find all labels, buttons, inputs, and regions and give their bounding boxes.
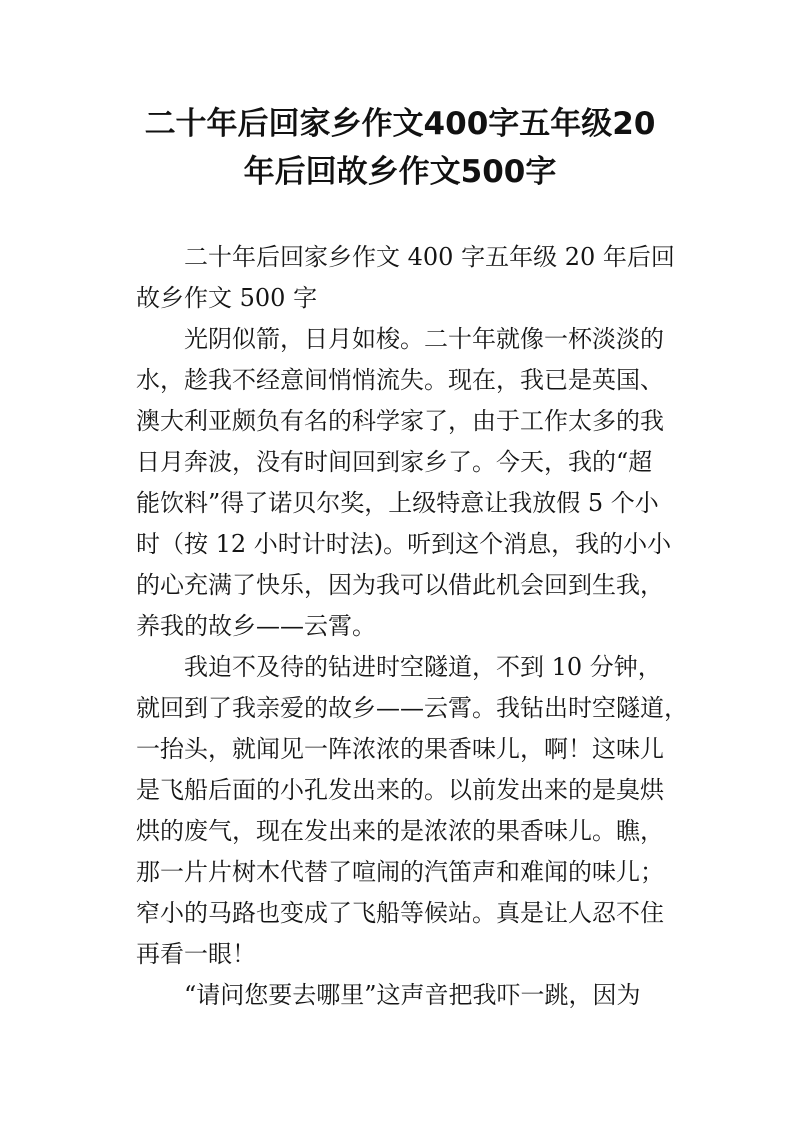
body-line: 养我的故乡——云霄。 <box>136 612 376 640</box>
body-line: 我迫不及待的钻进时空隧道，不到 10 分钟， <box>184 653 662 681</box>
body-line: 的心充满了快乐，因为我可以借此机会回到生我， <box>136 571 664 599</box>
document-body <box>136 237 688 1016</box>
body-line: 一抬头，就闻见一阵浓浓的果香味儿，啊！这味儿 <box>136 735 664 763</box>
title-line-2: 年后回故乡作文500字 <box>243 154 557 190</box>
body-line: 再看一眼！ <box>136 940 256 968</box>
body-line: 故乡作文 500 字 <box>136 284 318 312</box>
document-title <box>100 100 700 196</box>
body-line: 澳大利亚颇负有名的科学家了，由于工作太多的我 <box>136 407 664 435</box>
body-line: 水，趁我不经意间悄悄流失。现在，我已是英国、 <box>136 366 664 394</box>
body-line: 是飞船后面的小孔发出来的。以前发出来的是臭烘 <box>136 776 664 804</box>
body-line: 时（按 12 小时计时法)。听到这个消息，我的小小 <box>136 530 672 558</box>
body-line: 窄小的马路也变成了飞船等候站。真是让人忍不住 <box>136 899 664 927</box>
body-line: 二十年后回家乡作文 400 字五年级 20 年后回 <box>184 243 675 271</box>
title-line-1: 二十年后回家乡作文400字五年级20 <box>144 106 656 142</box>
body-line: “请问您要去哪里”这声音把我吓一跳，因为 <box>184 981 641 1009</box>
body-line: 就回到了我亲爱的故乡——云霄。我钻出时空隧道， <box>136 694 688 722</box>
body-line: 能饮料”得了诺贝尔奖，上级特意让我放假 5 个小 <box>136 489 659 517</box>
body-line: 日月奔波，没有时间回到家乡了。今天，我的“超 <box>136 448 653 476</box>
body-line: 烘的废气，现在发出来的是浓浓的果香味儿。瞧， <box>136 817 664 845</box>
body-line: 那一片片树木代替了喧闹的汽笛声和难闻的味儿； <box>136 858 664 886</box>
body-line: 光阴似箭，日月如梭。二十年就像一杯淡淡的 <box>184 325 664 353</box>
